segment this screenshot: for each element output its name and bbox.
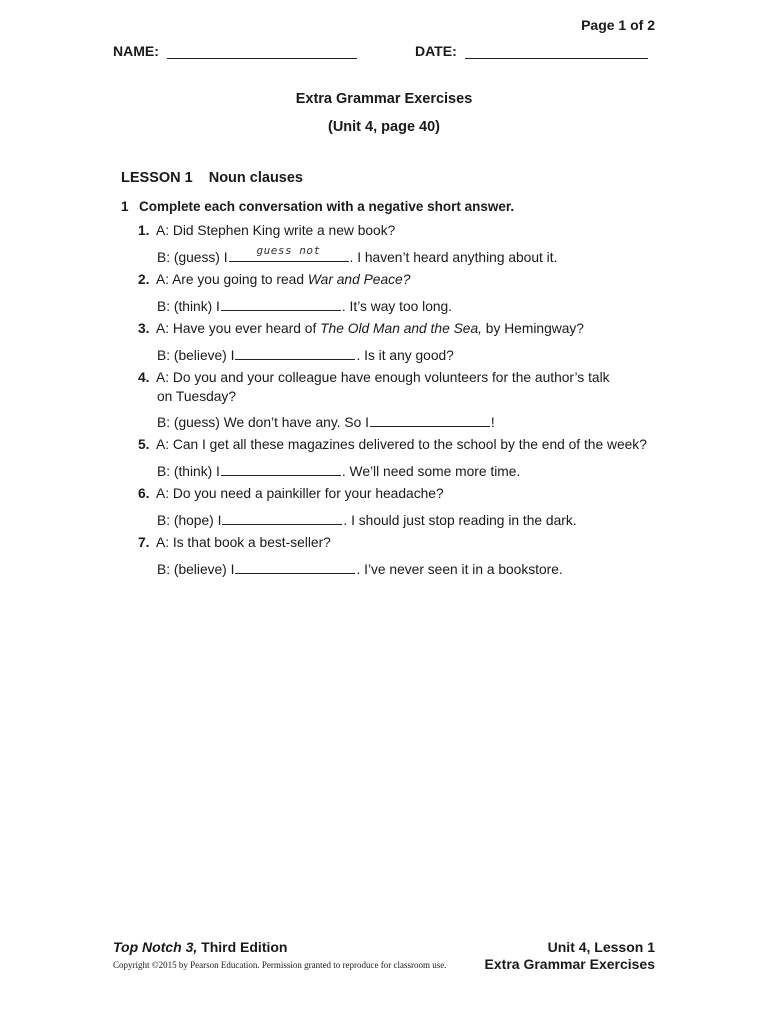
- item-number: 7.: [138, 535, 150, 550]
- footer-section: Extra Grammar Exercises: [484, 956, 655, 972]
- answer-suffix: . I haven’t heard anything about it.: [349, 250, 558, 265]
- lesson-topic: Noun clauses: [208, 170, 303, 186]
- item-1-question: [138, 223, 395, 238]
- answer-prefix: B: (think) I: [157, 464, 220, 479]
- question-text: A: Are you going to read: [156, 272, 308, 287]
- item-5-answer: [157, 462, 520, 479]
- book-title: The Old Man and the Sea,: [320, 321, 482, 336]
- answer-blank[interactable]: [229, 244, 349, 262]
- page-number: Page 1 of 2: [581, 17, 655, 33]
- item-number: 6.: [138, 486, 150, 501]
- answer-prefix: B: (guess) We don’t have any. So I: [157, 415, 369, 430]
- answer-suffix: . Is it any good?: [356, 348, 454, 363]
- answer-prefix: B: (think) I: [157, 299, 220, 314]
- answer-suffix: !: [490, 415, 495, 430]
- book-name: Top Notch 3,: [113, 939, 198, 955]
- book-title: War and Peace?: [307, 272, 411, 287]
- footer-book-title: [113, 939, 287, 955]
- answer-blank[interactable]: [235, 346, 355, 360]
- answer-suffix: . It’s way too long.: [341, 299, 453, 314]
- footer-section-info: [485, 939, 655, 973]
- item-7-answer: [157, 560, 563, 577]
- question-text-end: by Hemingway?: [481, 321, 584, 336]
- name-field-row: [113, 43, 357, 59]
- item-1-answer: [157, 244, 558, 265]
- answer-blank[interactable]: [222, 511, 342, 525]
- item-number: 4.: [138, 370, 150, 385]
- answer-blank[interactable]: [221, 462, 341, 476]
- item-number: 1.: [138, 223, 150, 238]
- item-2-answer: [157, 297, 452, 314]
- answer-prefix: B: (believe) I: [157, 562, 235, 577]
- question-text: A: Did Stephen King write a new book?: [156, 223, 396, 238]
- item-6-question: [138, 486, 444, 501]
- copyright-notice: Copyright ©2015 by Pearson Education. Permission granted to reproduce for classroom use.: [113, 960, 447, 970]
- item-number: 5.: [138, 437, 150, 452]
- answer-blank[interactable]: [221, 297, 341, 311]
- item-5-question: [138, 437, 647, 452]
- item-3-question: [138, 321, 584, 336]
- question-text: A: Do you need a painkiller for your headache?: [156, 486, 444, 501]
- item-3-answer: [157, 346, 454, 363]
- answer-blank[interactable]: [235, 560, 355, 574]
- exercise-instruction: [121, 199, 514, 214]
- item-4-question-cont: on Tuesday?: [157, 389, 237, 404]
- footer-unit-lesson: Unit 4, Lesson 1: [547, 939, 655, 955]
- answer-suffix: . I should just stop reading in the dark.: [343, 513, 577, 528]
- item-6-answer: [157, 511, 577, 528]
- item-number: 2.: [138, 272, 150, 287]
- item-4-question: [138, 370, 610, 385]
- exercise-number: 1: [121, 199, 129, 214]
- question-text: A: Have you ever heard of: [156, 321, 321, 336]
- answer-prefix: B: (guess) I: [157, 250, 228, 265]
- lesson-heading: [121, 170, 303, 186]
- answer-suffix: . We’ll need some more time.: [341, 464, 521, 479]
- date-line: [465, 44, 648, 59]
- date-label: DATE:: [415, 43, 457, 59]
- book-edition: Third Edition: [197, 939, 288, 955]
- question-text: A: Can I get all these magazines delivered to the school by the end of the week?: [156, 437, 647, 452]
- item-number: 3.: [138, 321, 150, 336]
- name-line: [167, 44, 357, 59]
- handwritten-answer: guess not: [256, 244, 321, 257]
- question-text: A: Do you and your colleague have enough volunteers for the author’s talk: [156, 370, 610, 385]
- page-title: Extra Grammar Exercises: [295, 91, 473, 107]
- question-text: A: Is that book a best-seller?: [156, 535, 331, 550]
- date-field-row: [415, 43, 648, 59]
- item-4-answer: [157, 413, 495, 430]
- answer-suffix: . I’ve never seen it in a bookstore.: [356, 562, 563, 577]
- instruction-text: Complete each conversation with a negative short answer.: [139, 199, 515, 214]
- answer-blank[interactable]: [370, 413, 490, 427]
- lesson-number: LESSON 1: [121, 170, 193, 186]
- page-subtitle: (Unit 4, page 40): [328, 119, 440, 135]
- answer-prefix: B: (hope) I: [157, 513, 222, 528]
- name-label: NAME:: [113, 43, 159, 59]
- item-7-question: [138, 535, 331, 550]
- answer-prefix: B: (believe) I: [157, 348, 235, 363]
- item-2-question: [138, 272, 410, 287]
